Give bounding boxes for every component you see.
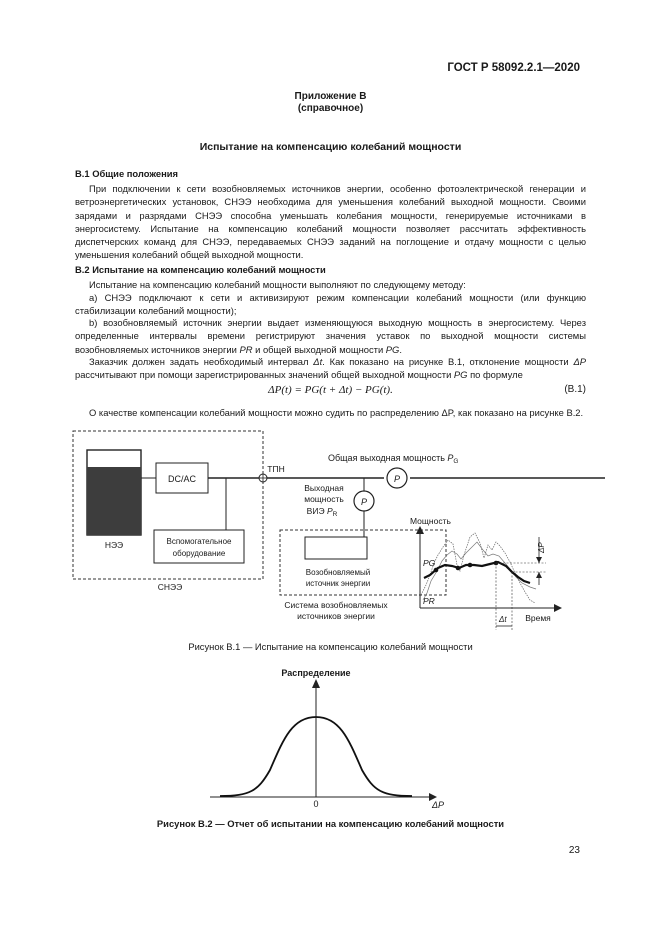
snee-label: СНЭЭ xyxy=(157,582,183,592)
res-src-label-1: Возобновляемый xyxy=(305,568,371,577)
dcac-label: DC/AC xyxy=(167,474,197,484)
formula-b1 xyxy=(75,384,586,398)
formula-expression: ΔP(t) = PG(t + Δt) − PG(t). xyxy=(268,384,393,396)
section-2-intro: Испытание на компенсацию колебаний мощности выполняют по следующему методу: xyxy=(89,279,466,290)
dt-chart-label: Δt xyxy=(499,615,507,624)
res-src-label-2: источник энергии xyxy=(305,579,371,588)
pr-symbol: PR xyxy=(239,343,253,355)
aux-label-2: оборудование xyxy=(172,549,226,558)
item-a: а) СНЭЭ подключают к сети и активизируют режим компенсации колебаний мощности (или функцию стабилизации колебаний мощности); xyxy=(75,292,586,317)
figure-b2-caption: Рисунок В.2 — Отчет об испытании на компенсацию колебаний мощности xyxy=(156,818,505,829)
formula-number: (В.1) xyxy=(564,384,586,395)
time-axis-label: Время xyxy=(525,613,551,623)
res-output-label-3: ВИЭ $P_R$ xyxy=(306,506,338,518)
pr-curve-2 xyxy=(423,542,536,600)
customer-interval-paragraph: Заказчик должен задать необходимый интервал Δt. Как показано на рисунке В.1, отклонение мощности ΔP рассчитывают при помощи зарегистрированных значений общей выходной мощности PG по формуле xyxy=(75,356,586,381)
res-output-label-2: мощность xyxy=(304,494,344,504)
main-title: Испытание на компенсацию колебаний мощности xyxy=(199,141,462,153)
section-1-heading: В.1 Общие положения xyxy=(75,168,178,179)
zero-tick: 0 xyxy=(313,799,319,809)
pg-chart-label: PG xyxy=(423,558,436,568)
total-output-label: Общая выходная мощность $P_G$ xyxy=(328,453,459,465)
pg-symbol: PG xyxy=(385,343,400,355)
appendix-title: Приложение В xyxy=(294,91,367,102)
pr-chart-label: PR xyxy=(423,596,435,606)
power-axis-label: Мощность xyxy=(410,516,451,526)
section-1-paragraph: При подключении к сети возобновляемых источников энергии, особенно фотоэлектрической генерации и ветроэнергетических установок, СНЭЭ необходима для уменьшения колебаний выходной мощности. Своими зарядами и разрядами СНЭЭ способна уменьшать колебания мощности, генерируемые источниками в энергосистему. Испытание на компенсацию колебаний мощности позволяет рассчитать эффективность диспетчерских команд для СНЭЭ, передаваемых СНЭЭ заданий на поглощение и отдачу мощности с целью уменьшения колебаний общей выходной мощности. xyxy=(75,183,586,261)
standard-number: ГОСТ Р 58092.2.1—2020 xyxy=(447,62,580,74)
section-2-heading: В.2 Испытание на компенсацию колебаний мощности xyxy=(75,264,326,275)
renewable-source-icon xyxy=(305,537,367,559)
distribution-axis-label: Распределение xyxy=(281,668,351,678)
figure-b1-caption: Рисунок В.1 — Испытание на компенсацию колебаний мощности xyxy=(188,641,473,652)
aux-equipment-box xyxy=(154,530,244,563)
item-b: b) возобновляемый источник энергии выдает изменяющуюся выходную мощность в энергосистему. Через определенные интервалы времени регистрируют значения уставок по выходной мощности системы возобновляемых источников энергии PR и общей выходной мощности PG. xyxy=(75,317,586,355)
battery-fill xyxy=(87,467,141,535)
tpn-label: ТПН xyxy=(267,464,285,474)
appendix-subtitle: (справочное) xyxy=(297,103,364,114)
svg-text:P: P xyxy=(393,474,401,484)
dp-chart-label: ΔP xyxy=(537,542,546,553)
system-label-2: источников энергии xyxy=(297,611,375,621)
distribution-paragraph: О качестве компенсации колебаний мощности можно судить по распределению ΔP, как показано на рисунке В.2. xyxy=(89,407,584,418)
res-output-label-1: Выходная xyxy=(304,483,344,493)
aux-label-1: Вспомогательное xyxy=(166,537,232,546)
figure-b2-diagram xyxy=(180,660,480,810)
system-label-1: Система возобновляемых xyxy=(284,600,388,610)
nee-label: НЭЭ xyxy=(104,540,124,550)
svg-text:P: P xyxy=(360,497,368,507)
page-number: 23 xyxy=(568,845,580,856)
dp-axis-label: ΔP xyxy=(432,800,445,810)
figure-b1-diagram xyxy=(60,425,620,635)
